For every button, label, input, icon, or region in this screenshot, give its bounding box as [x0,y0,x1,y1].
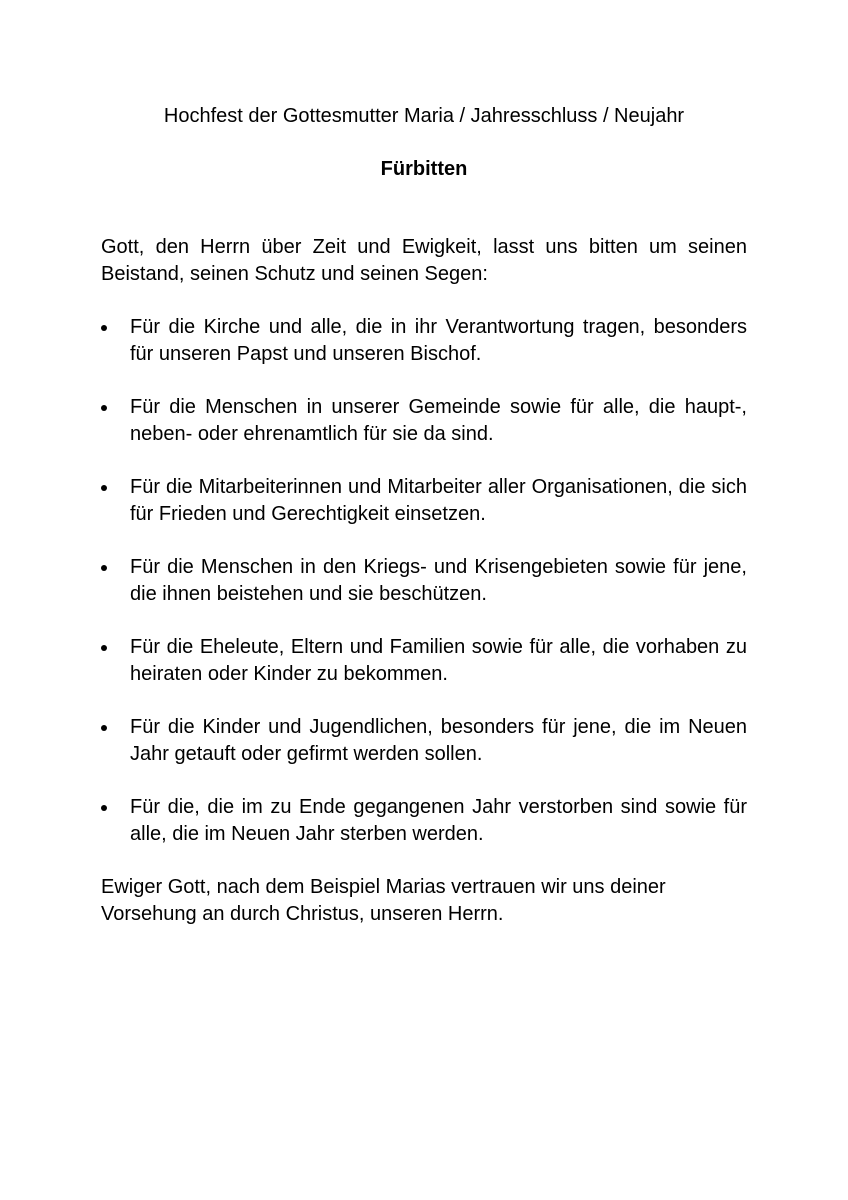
bullet-icon [101,645,107,651]
petition-text: Für die Eheleute, Eltern und Familien sowie für alle, die vorhaben zu heiraten oder Kinder zu bekommen. [130,636,747,685]
petition-item [0,394,848,447]
petition-item [0,474,848,527]
petition-text: Für die Menschen in den Kriegs- und Krisengebieten sowie für jene, die ihnen beistehen und sie beschützen. [130,556,747,605]
petition-item [0,794,848,847]
bullet-icon [101,725,107,731]
bullet-icon [101,805,107,811]
petition-text: Für die Kirche und alle, die in ihr Verantwortung tragen, besonders für unseren Papst und unseren Bischof. [130,316,747,365]
petition-item [0,634,848,687]
document-title: Fürbitten [380,158,468,180]
petition-text: Für die Kinder und Jugendlichen, besonders für jene, die im Neuen Jahr getauft oder gefirmt werden sollen. [130,716,747,765]
petition-text: Für die, die im zu Ende gegangenen Jahr verstorben sind sowie für alle, die im Neuen Jahr sterben werden. [130,796,747,845]
petition-list [0,314,848,874]
petition-item [0,714,848,767]
document-subtitle: Hochfest der Gottesmutter Maria / Jahresschluss / Neujahr [163,105,685,127]
bullet-icon [101,485,107,491]
petition-item [0,314,848,367]
bullet-icon [101,405,107,411]
petition-text: Für die Mitarbeiterinnen und Mitarbeiter aller Organisationen, die sich für Frieden und Gerechtigkeit einsetzen. [130,476,747,525]
bullet-icon [101,325,107,331]
conclusion-paragraph: Ewiger Gott, nach dem Beispiel Marias vertrauen wir uns deiner Vorsehung an durch Christus, unseren Herrn. [101,876,666,925]
invitation-paragraph: Gott, den Herrn über Zeit und Ewigkeit, lasst uns bitten um seinen Beistand, seinen Schutz und seinen Segen: [101,236,747,285]
bullet-icon [101,565,107,571]
petition-text: Für die Menschen in unserer Gemeinde sowie für alle, die haupt-, neben- oder ehrenamtlich für sie da sind. [130,396,747,445]
petition-item [0,554,848,607]
